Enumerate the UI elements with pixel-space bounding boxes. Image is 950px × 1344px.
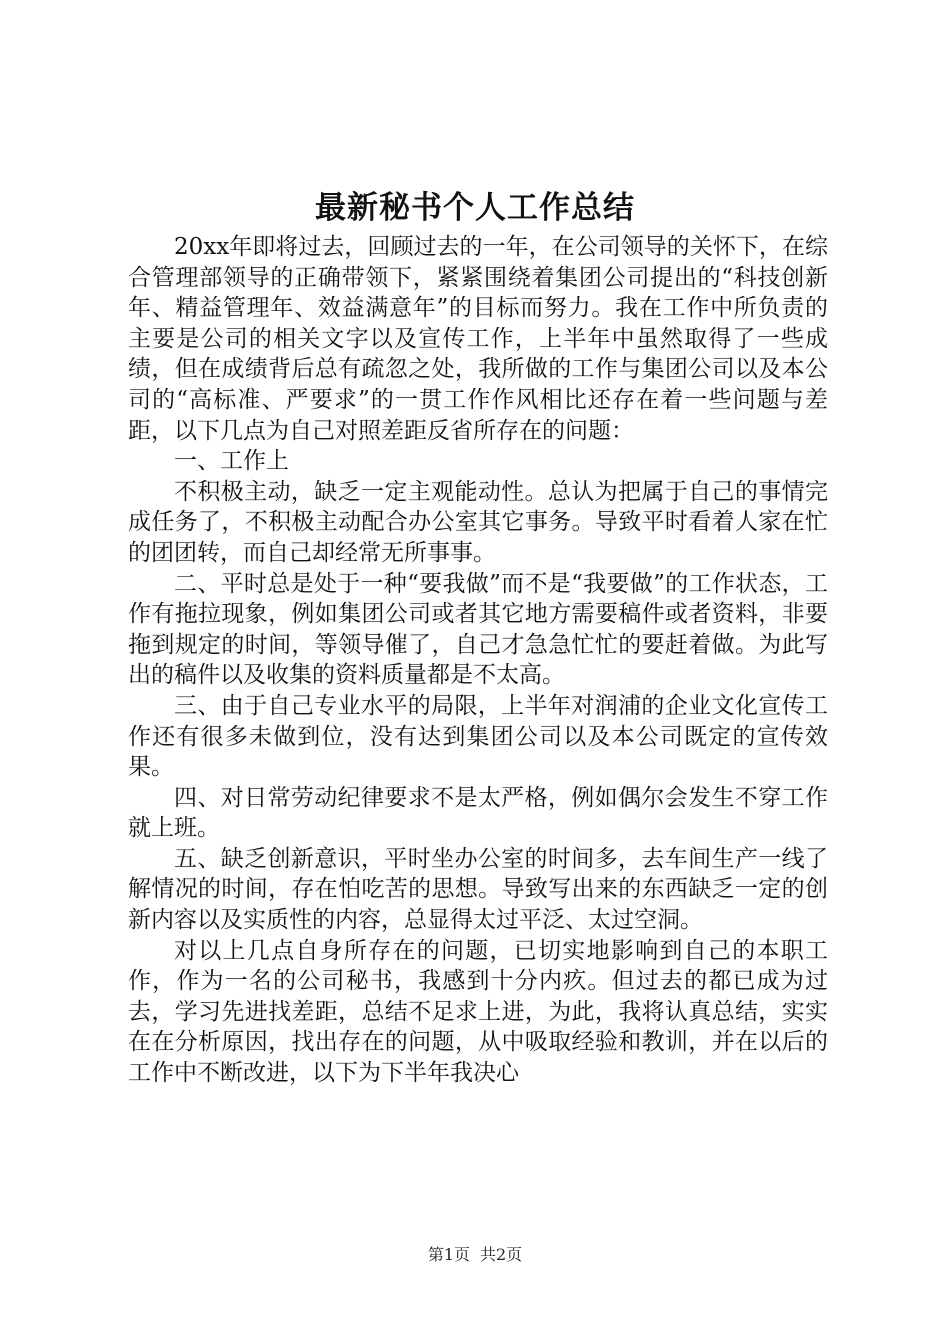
paragraph-point-4: 四、对日常劳动纪律要求不是太严格，例如偶尔会发生不穿工作就上班。 bbox=[128, 784, 828, 842]
paragraph-heading-work: 一、工作上 bbox=[174, 448, 289, 475]
paragraph-intro: 20xx年即将过去，回顾过去的一年，在公司领导的关怀下，在综合管理部领导的正确带领下，紧紧围绕着集团公司提出的“科技创新年、精益管理年、效益满意年”的目标而努力。我在工作中所负责的主要是公司的相关文字以及宣传工作，上半年中虽然取得了一些成绩，但在成绩背后总有疏忽之处，我所做的工作与集团公司以及本公司的“高标准、严要求”的一贯工作作风相比还存在着一些问题与差距，以下几点为自己对照差距反省所存在的问题： bbox=[128, 234, 828, 444]
paragraph-point-1: 不积极主动，缺乏一定主观能动性。总认为把属于自己的事情完成任务了，不积极主动配合办公室其它事务。导致平时看着人家在忙的团团转，而自己却经常无所事事。 bbox=[128, 478, 828, 566]
paragraph-point-2: 二、平时总是处于一种“要我做”而不是“我要做”的工作状态，工作有拖拉现象，例如集团公司或者其它地方需要稿件或者资料，非要拖到规定的时间，等领导催了，自己才急急忙忙的要赶着做。为此写出的稿件以及收集的资料质量都是不太高。 bbox=[128, 570, 828, 689]
paragraph-point-5: 五、缺乏创新意识，平时坐办公室的时间多，去车间生产一线了解情况的时间，存在怕吃苦的思想。导致写出来的东西缺乏一定的创新内容以及实质性的内容，总显得太过平泛、太过空洞。 bbox=[128, 845, 828, 934]
paragraph-conclusion: 对以上几点自身所存在的问题，已切实地影响到自己的本职工作，作为一名的公司秘书，我感到十分内疚。但过去的都已成为过去，学习先进找差距，总结不足求上进，为此，我将认真总结，实实在在分析原因，找出存在的问题，从中吸取经验和教训，并在以后的工作中不断改进，以下为下半年我决心 bbox=[128, 937, 828, 1087]
paragraph-point-3: 三、由于自己专业水平的局限，上半年对润浦的企业文化宣传工作还有很多未做到位，没有达到集团公司以及本公司既定的宣传效果。 bbox=[128, 692, 828, 781]
page-number: 第1页 bbox=[427, 1245, 470, 1264]
page-total: 共2页 bbox=[480, 1245, 523, 1264]
document-body bbox=[128, 232, 828, 1089]
page-footer bbox=[0, 1245, 950, 1265]
document-title: 最新秘书个人工作总结 bbox=[315, 190, 635, 226]
